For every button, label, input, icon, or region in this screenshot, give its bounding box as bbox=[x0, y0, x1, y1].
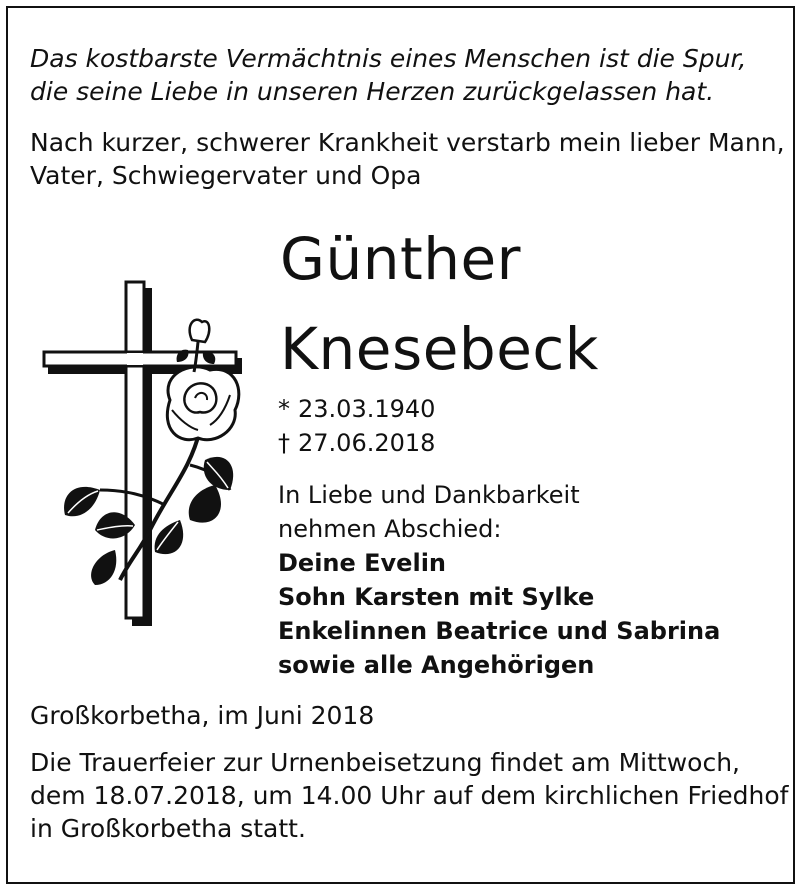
death-line bbox=[278, 426, 435, 460]
family-member: Sohn Karsten mit Sylke bbox=[278, 583, 595, 611]
mourning-note bbox=[278, 478, 580, 546]
cross-with-rose-icon bbox=[40, 280, 260, 630]
funeral-notice bbox=[30, 746, 788, 845]
funeral-line: Die Trauerfeier zur Urnenbeisetzung findet am Mittwoch, bbox=[30, 748, 740, 777]
death-announcement bbox=[30, 126, 785, 192]
birth-symbol: * bbox=[278, 395, 290, 423]
funeral-line: in Großkorbetha statt. bbox=[30, 814, 306, 843]
place-date: Großkorbetha, im Juni 2018 bbox=[30, 701, 375, 730]
announcement-line: Vater, Schwiegervater und Opa bbox=[30, 161, 422, 190]
mourning-line: In Liebe und Dankbarkeit bbox=[278, 481, 580, 509]
mourning-line: nehmen Abschied: bbox=[278, 515, 502, 543]
deceased-last-name: Knesebeck bbox=[280, 315, 599, 383]
birth-line bbox=[278, 392, 435, 426]
quote-line: die seine Liebe in unseren Herzen zurückgelassen hat. bbox=[30, 77, 715, 106]
memorial-quote bbox=[30, 42, 746, 108]
announcement-line: Nach kurzer, schwerer Krankheit verstarb mein lieber Mann, bbox=[30, 128, 785, 157]
family-member: sowie alle Angehörigen bbox=[278, 651, 595, 679]
family-list bbox=[278, 546, 720, 682]
family-member: Enkelinnen Beatrice und Sabrina bbox=[278, 617, 721, 645]
birth-date: 23.03.1940 bbox=[298, 395, 436, 423]
death-date: 27.06.2018 bbox=[298, 429, 436, 457]
life-dates bbox=[278, 392, 435, 460]
death-symbol: † bbox=[278, 429, 290, 457]
deceased-first-name: Günther bbox=[280, 225, 521, 293]
family-member: Deine Evelin bbox=[278, 549, 446, 577]
quote-line: Das kostbarste Vermächtnis eines Menschen ist die Spur, bbox=[30, 44, 747, 73]
funeral-line: dem 18.07.2018, um 14.00 Uhr auf dem kirchlichen Friedhof bbox=[30, 781, 789, 810]
